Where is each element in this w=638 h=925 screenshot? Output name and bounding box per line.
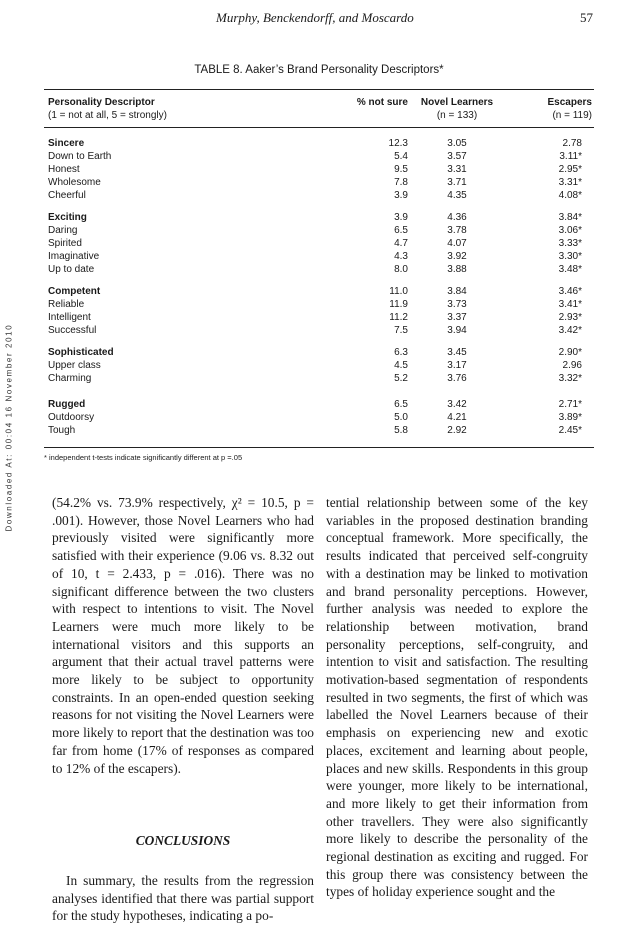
novel-learners-cell: 3.88 — [447, 264, 467, 275]
body-paragraph: (54.2% vs. 73.9% respectively, χ² = 10.5, p = .001). However, those Novel Learners who had previously visited were significantly more satisfied with their experience (9.06 vs. 8.32 out of 10, t = 2.433, p = .016). There was no significant difference between the two clusters with respect to intentions to visit. The Novel Learners were much more likely to be international visitors and this supports an argument that their actual travel patterns were more likely to be subject to opportunity constraints. In an open-ended question seeking reasons for not visiting the Novel Learners were more likely to report that the destination was too far from home (17% of responses as compared to 12% of the escapers). — [52, 495, 314, 776]
table-row — [48, 189, 594, 202]
table-row — [48, 411, 594, 424]
escapers-cell: 3.46* — [558, 286, 582, 297]
novel-learners-cell: 2.92 — [447, 425, 467, 436]
novel-learners-cell: 3.94 — [447, 325, 467, 336]
escapers-cell: 3.30* — [558, 251, 582, 262]
descriptor-cell: Up to date — [48, 264, 95, 275]
escapers-cell: 3.89* — [558, 412, 582, 423]
escapers-cell: 2.93* — [558, 312, 582, 323]
escapers-cell: 3.32* — [558, 373, 582, 384]
table-row — [48, 359, 594, 372]
novel-learners-cell: 3.45 — [447, 347, 467, 358]
descriptor-cell: Sincere — [48, 138, 85, 149]
table-row — [48, 211, 594, 224]
table-top-rule — [44, 89, 594, 90]
escapers-cell: 3.11* — [559, 151, 582, 162]
not-sure-cell: 9.5 — [394, 164, 408, 175]
table-row — [48, 346, 594, 359]
novel-learners-cell: 4.35 — [447, 190, 467, 201]
not-sure-cell: 5.2 — [394, 373, 408, 384]
descriptor-cell: Tough — [48, 425, 76, 436]
header-not-sure: % not sure — [356, 97, 408, 108]
novel-learners-cell: 4.21 — [447, 412, 467, 423]
descriptor-cell: Honest — [48, 164, 80, 175]
escapers-cell: 2.45* — [558, 425, 582, 436]
novel-learners-cell: 3.57 — [447, 151, 467, 162]
not-sure-cell: 7.8 — [394, 177, 408, 188]
escapers-cell: 2.96 — [562, 360, 582, 371]
not-sure-cell: 8.0 — [394, 264, 408, 275]
table-row — [48, 424, 594, 437]
body-paragraph: In summary, the results from the regression analyses identified that there was partial support for the study hypotheses, indicating a po- — [52, 872, 314, 924]
escapers-cell: 2.78 — [562, 138, 582, 149]
table-group — [48, 285, 594, 337]
escapers-cell: 2.95* — [558, 164, 582, 175]
novel-learners-cell: 3.17 — [447, 360, 467, 371]
body-paragraph: tential relationship between some of the key variables in the proposed destination branding conceptual framework. More specifically, the results indicated that perceived self-congruity with a destination may be linked to motivation and brand personality perceptions. However, further analysis was needed to explore the relationship between motivation, brand personality perceptions, self-congruity, and intention to visit and satisfaction. The resulting motivation-based segmentation of respondents resulted in two segments, the first of which was labelled the Novel Learners because of their emphasis on experiencing new and exotic places, excitement and learning about people, places and new skills. Respondents in this group were younger, more likely to be international, and more likely to get their information from other travellers. They were also significantly more likely to describe the personality of the regional destination as exciting and rugged. For this group there was consistency between the types of holiday experience sought and the — [326, 495, 588, 900]
table-row — [48, 163, 594, 176]
header-descriptor: Personality Descriptor — [48, 97, 155, 108]
table-row — [48, 311, 594, 324]
section-heading: CONCLUSIONS — [135, 833, 231, 849]
table-header-rule — [44, 127, 594, 128]
body-column-left — [52, 494, 314, 925]
table-caption: TABLE 8. Aaker’s Brand Personality Descriptors* — [194, 64, 444, 76]
escapers-cell: 3.31* — [558, 177, 582, 188]
header-novel-n: (n = 133) — [436, 110, 478, 121]
running-head-authors: Murphy, Benckendorff, and Moscardo — [216, 10, 414, 25]
table-row — [48, 298, 594, 311]
escapers-cell: 4.08* — [558, 190, 582, 201]
descriptor-cell: Successful — [48, 325, 97, 336]
table-row — [48, 224, 594, 237]
table-bottom-rule — [44, 447, 594, 448]
header-escapers: Escapers — [547, 97, 592, 108]
descriptor-cell: Reliable — [48, 299, 85, 310]
escapers-cell: 2.71* — [558, 399, 582, 410]
novel-learners-cell: 3.92 — [447, 251, 467, 262]
table-group — [48, 211, 594, 276]
descriptor-cell: Daring — [48, 225, 78, 236]
novel-learners-cell: 3.05 — [447, 138, 467, 149]
table-row — [48, 176, 594, 189]
not-sure-cell: 4.3 — [394, 251, 408, 262]
table-row — [48, 150, 594, 163]
table-row — [48, 372, 594, 385]
descriptor-cell: Down to Earth — [48, 151, 112, 162]
descriptor-cell: Outdoorsy — [48, 412, 95, 423]
not-sure-cell: 3.9 — [394, 212, 408, 223]
download-stamp: Downloaded At: 00:04 16 November 2010 — [4, 323, 14, 532]
novel-learners-cell: 3.31 — [447, 164, 467, 175]
novel-learners-cell: 3.78 — [447, 225, 467, 236]
escapers-cell: 3.42* — [558, 325, 582, 336]
descriptor-cell: Exciting — [48, 212, 87, 223]
escapers-cell: 2.90* — [558, 347, 582, 358]
descriptor-cell: Competent — [48, 286, 101, 297]
escapers-cell: 3.41* — [558, 299, 582, 310]
not-sure-cell: 11.2 — [389, 312, 408, 323]
escapers-cell: 3.48* — [558, 264, 582, 275]
not-sure-cell: 6.5 — [394, 399, 408, 410]
table-group — [48, 137, 594, 202]
descriptor-cell: Cheerful — [48, 190, 86, 201]
not-sure-cell: 11.0 — [389, 286, 408, 297]
header-descriptor-scale: (1 = not at all, 5 = strongly) — [48, 110, 167, 121]
novel-learners-cell: 4.36 — [447, 212, 467, 223]
descriptor-cell: Intelligent — [48, 312, 91, 323]
novel-learners-cell: 3.76 — [447, 373, 467, 384]
not-sure-cell: 5.8 — [394, 425, 408, 436]
descriptor-cell: Imaginative — [48, 251, 100, 262]
table-header — [48, 96, 594, 122]
novel-learners-cell: 3.73 — [447, 299, 467, 310]
novel-learners-cell: 4.07 — [447, 238, 467, 249]
table-row — [48, 398, 594, 411]
table-group — [48, 346, 594, 385]
not-sure-cell: 5.4 — [394, 151, 408, 162]
descriptor-cell: Spirited — [48, 238, 82, 249]
not-sure-cell: 6.5 — [394, 225, 408, 236]
novel-learners-cell: 3.42 — [447, 399, 467, 410]
not-sure-cell: 4.5 — [394, 360, 408, 371]
header-novel-learners: Novel Learners — [420, 97, 494, 108]
table-row — [48, 263, 594, 276]
descriptor-cell: Charming — [48, 373, 92, 384]
descriptor-cell: Wholesome — [48, 177, 101, 188]
table-group — [48, 398, 594, 437]
escapers-cell: 3.06* — [558, 225, 582, 236]
novel-learners-cell: 3.37 — [447, 312, 467, 323]
table-row — [48, 137, 594, 150]
escapers-cell: 3.33* — [558, 238, 582, 249]
descriptor-cell: Upper class — [48, 360, 101, 371]
descriptor-cell: Sophisticated — [48, 347, 114, 358]
novel-learners-cell: 3.71 — [447, 177, 467, 188]
table-row — [48, 324, 594, 337]
escapers-cell: 3.84* — [558, 212, 582, 223]
not-sure-cell: 5.0 — [394, 412, 408, 423]
table-row — [48, 250, 594, 263]
body-column-right — [326, 494, 588, 901]
not-sure-cell: 11.9 — [389, 299, 408, 310]
table-row — [48, 237, 594, 250]
table-row — [48, 285, 594, 298]
not-sure-cell: 3.9 — [394, 190, 408, 201]
novel-learners-cell: 3.84 — [447, 286, 467, 297]
not-sure-cell: 4.7 — [394, 238, 408, 249]
not-sure-cell: 7.5 — [394, 325, 408, 336]
page-number: 57 — [580, 10, 593, 25]
table-footnote: * independent t-tests indicate significantly different at p =.05 — [44, 453, 243, 462]
header-escapers-n: (n = 119) — [552, 110, 592, 121]
descriptor-cell: Rugged — [48, 399, 86, 410]
not-sure-cell: 6.3 — [394, 347, 408, 358]
not-sure-cell: 12.3 — [388, 138, 408, 149]
